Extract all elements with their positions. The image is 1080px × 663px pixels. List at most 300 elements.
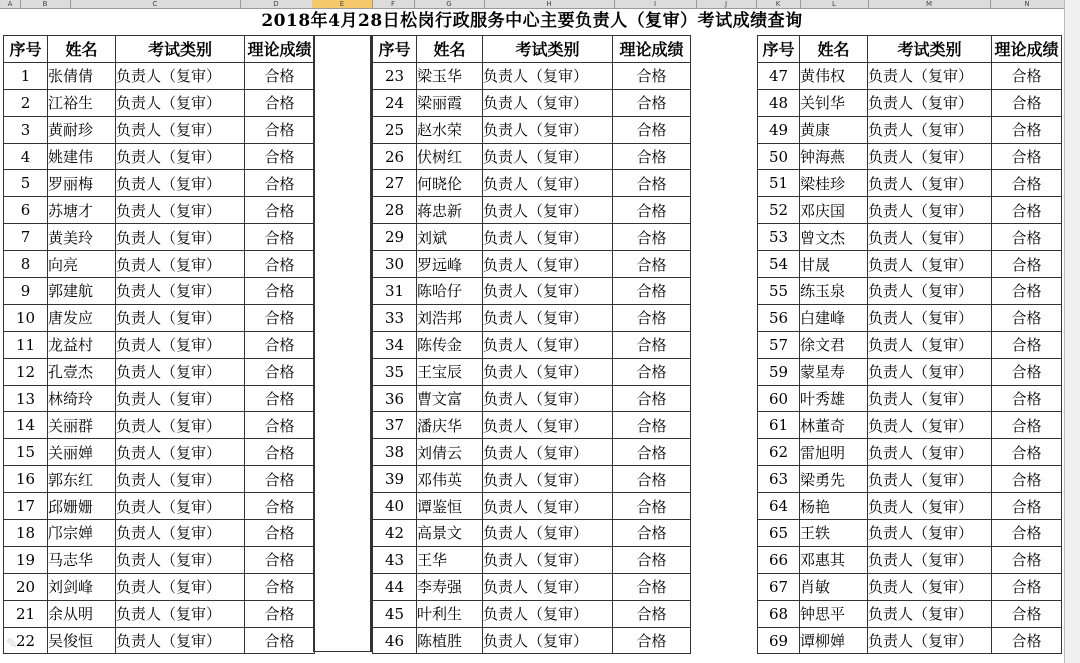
cell-no[interactable]: 26: [373, 143, 417, 170]
cell-score[interactable]: 合格: [613, 385, 691, 412]
cell-category[interactable]: 负责人（复审）: [116, 278, 245, 305]
cell-name[interactable]: 高景文: [417, 520, 483, 547]
cell-name[interactable]: 向亮: [48, 251, 116, 278]
cell-score[interactable]: 合格: [245, 62, 315, 89]
cell-category[interactable]: 负责人（复审）: [868, 224, 992, 251]
cell-name[interactable]: 孔壹杰: [48, 358, 116, 385]
cell-category[interactable]: 负责人（复审）: [483, 600, 613, 627]
cell-no[interactable]: 54: [758, 251, 800, 278]
cell-score[interactable]: 合格: [992, 278, 1062, 305]
cell-score[interactable]: 合格: [245, 116, 315, 143]
cell-no[interactable]: 39: [373, 466, 417, 493]
cell-score[interactable]: 合格: [992, 385, 1062, 412]
cell-category[interactable]: 负责人（复审）: [868, 600, 992, 627]
cell-no[interactable]: 3: [4, 116, 48, 143]
cell-category[interactable]: 负责人（复审）: [116, 224, 245, 251]
cell-name[interactable]: 徐文君: [800, 331, 868, 358]
table-row: [373, 331, 691, 358]
cell-score[interactable]: 合格: [992, 627, 1062, 654]
cell-name[interactable]: 叶秀雄: [800, 385, 868, 412]
cell-score[interactable]: 合格: [245, 331, 315, 358]
cell-name[interactable]: 白建峰: [800, 304, 868, 331]
cell-name[interactable]: 关钊华: [800, 89, 868, 116]
cell-no[interactable]: 21: [4, 600, 48, 627]
cell-score[interactable]: 合格: [613, 304, 691, 331]
cell-category[interactable]: 负责人（复审）: [483, 627, 613, 654]
cell-no[interactable]: 62: [758, 439, 800, 466]
cell-no[interactable]: 13: [4, 385, 48, 412]
cell-no[interactable]: 40: [373, 493, 417, 520]
cell-name[interactable]: 吴俊恒: [48, 627, 116, 654]
cell-no[interactable]: 17: [4, 493, 48, 520]
header-category: 考试类别: [868, 36, 992, 63]
cell-score[interactable]: 合格: [613, 62, 691, 89]
cell-no[interactable]: 14: [4, 412, 48, 439]
column-letter-b[interactable]: B: [20, 0, 71, 8]
cell-name[interactable]: 罗丽梅: [48, 170, 116, 197]
cell-name[interactable]: 梁玉华: [417, 62, 483, 89]
table-row: [373, 251, 691, 278]
table-row: [373, 546, 691, 573]
cell-name[interactable]: 蒋忠新: [417, 197, 483, 224]
cell-name[interactable]: 邓伟英: [417, 466, 483, 493]
cell-category[interactable]: 负责人（复审）: [483, 62, 613, 89]
cell-no[interactable]: 16: [4, 466, 48, 493]
cell-no[interactable]: 59: [758, 358, 800, 385]
cell-category[interactable]: 负责人（复审）: [116, 62, 245, 89]
cell-category[interactable]: 负责人（复审）: [483, 116, 613, 143]
table-row: [4, 89, 315, 116]
cell-category[interactable]: 负责人（复审）: [483, 304, 613, 331]
cell-name[interactable]: 黄伟权: [800, 62, 868, 89]
cell-score[interactable]: 合格: [992, 224, 1062, 251]
selected-empty-column[interactable]: [313, 35, 372, 652]
cell-score[interactable]: 合格: [992, 197, 1062, 224]
cell-score[interactable]: 合格: [992, 170, 1062, 197]
cell-name[interactable]: 梁桂珍: [800, 170, 868, 197]
cell-category[interactable]: 负责人（复审）: [483, 412, 613, 439]
cell-name[interactable]: 梁丽霞: [417, 89, 483, 116]
cell-no[interactable]: 56: [758, 304, 800, 331]
cell-category[interactable]: 负责人（复审）: [868, 278, 992, 305]
cell-score[interactable]: 合格: [245, 493, 315, 520]
cell-no[interactable]: 48: [758, 89, 800, 116]
score-table-1: [3, 35, 315, 654]
cell-category[interactable]: 负责人（复审）: [483, 466, 613, 493]
column-letter-d[interactable]: D: [240, 0, 313, 8]
cell-score[interactable]: 合格: [992, 331, 1062, 358]
table-row: [4, 439, 315, 466]
cell-score[interactable]: 合格: [613, 520, 691, 547]
cell-no[interactable]: 64: [758, 493, 800, 520]
cell-score[interactable]: 合格: [613, 251, 691, 278]
cell-score[interactable]: 合格: [992, 412, 1062, 439]
cell-category[interactable]: 负责人（复审）: [483, 385, 613, 412]
cell-score[interactable]: 合格: [613, 358, 691, 385]
cell-score[interactable]: 合格: [613, 546, 691, 573]
cell-score[interactable]: 合格: [245, 358, 315, 385]
cell-no[interactable]: 15: [4, 439, 48, 466]
cell-name[interactable]: 黄耐珍: [48, 116, 116, 143]
cell-category[interactable]: 负责人（复审）: [116, 385, 245, 412]
cell-no[interactable]: 61: [758, 412, 800, 439]
cell-name[interactable]: 杨艳: [800, 493, 868, 520]
cell-score[interactable]: 合格: [992, 304, 1062, 331]
column-letter-c[interactable]: C: [70, 0, 241, 8]
cell-name[interactable]: 关丽群: [48, 412, 116, 439]
cell-no[interactable]: 60: [758, 385, 800, 412]
cell-no[interactable]: 11: [4, 331, 48, 358]
column-letter-i[interactable]: I: [614, 0, 697, 8]
cell-category[interactable]: 负责人（复审）: [868, 546, 992, 573]
cell-category[interactable]: 负责人（复审）: [116, 143, 245, 170]
cell-no[interactable]: 38: [373, 439, 417, 466]
cell-category[interactable]: 负责人（复审）: [483, 358, 613, 385]
cell-name[interactable]: 赵水荣: [417, 116, 483, 143]
cell-no[interactable]: 42: [373, 520, 417, 547]
cell-score[interactable]: 合格: [992, 439, 1062, 466]
cell-name[interactable]: 黄美玲: [48, 224, 116, 251]
cell-category[interactable]: 负责人（复审）: [483, 439, 613, 466]
cell-name[interactable]: 龙益村: [48, 331, 116, 358]
cell-category[interactable]: 负责人（复审）: [483, 251, 613, 278]
column-letter-e[interactable]: E: [312, 0, 373, 8]
cell-score[interactable]: 合格: [245, 520, 315, 547]
column-letter-h[interactable]: H: [484, 0, 615, 8]
cell-name[interactable]: 肖敏: [800, 573, 868, 600]
cell-no[interactable]: 6: [4, 197, 48, 224]
cell-no[interactable]: 30: [373, 251, 417, 278]
cell-category[interactable]: 负责人（复审）: [868, 62, 992, 89]
cell-score[interactable]: 合格: [613, 412, 691, 439]
cell-score[interactable]: 合格: [613, 224, 691, 251]
cell-category[interactable]: 负责人（复审）: [483, 143, 613, 170]
cell-score[interactable]: 合格: [613, 493, 691, 520]
cell-no[interactable]: 5: [4, 170, 48, 197]
table-row: [758, 466, 1062, 493]
cell-category[interactable]: 负责人（复审）: [868, 197, 992, 224]
cell-category[interactable]: 负责人（复审）: [483, 520, 613, 547]
cell-score[interactable]: 合格: [613, 466, 691, 493]
cell-name[interactable]: 王华: [417, 546, 483, 573]
cell-name[interactable]: 郭建航: [48, 278, 116, 305]
cell-name[interactable]: 余从明: [48, 600, 116, 627]
cell-name[interactable]: 何晓伦: [417, 170, 483, 197]
cell-score[interactable]: 合格: [613, 197, 691, 224]
cell-no[interactable]: 68: [758, 600, 800, 627]
cell-name[interactable]: 钟海燕: [800, 143, 868, 170]
cell-name[interactable]: 郭东红: [48, 466, 116, 493]
cell-name[interactable]: 谭柳婵: [800, 627, 868, 654]
cell-no[interactable]: 35: [373, 358, 417, 385]
cell-score[interactable]: 合格: [613, 170, 691, 197]
cell-score[interactable]: 合格: [245, 385, 315, 412]
cell-category[interactable]: 负责人（复审）: [116, 304, 245, 331]
cell-name[interactable]: 雷旭明: [800, 439, 868, 466]
cell-score[interactable]: 合格: [245, 304, 315, 331]
cell-score[interactable]: 合格: [992, 358, 1062, 385]
cell-name[interactable]: 林董奇: [800, 412, 868, 439]
cell-score[interactable]: 合格: [992, 89, 1062, 116]
column-letter-k[interactable]: K: [756, 0, 801, 8]
column-letter-a[interactable]: A: [0, 0, 21, 8]
cell-no[interactable]: 44: [373, 573, 417, 600]
cell-no[interactable]: 65: [758, 520, 800, 547]
cell-no[interactable]: 20: [4, 573, 48, 600]
cell-score[interactable]: 合格: [992, 116, 1062, 143]
cell-category[interactable]: 负责人（复审）: [116, 493, 245, 520]
cell-no[interactable]: 34: [373, 331, 417, 358]
cell-score[interactable]: 合格: [245, 546, 315, 573]
cell-category[interactable]: 负责人（复审）: [116, 170, 245, 197]
cell-score[interactable]: 合格: [613, 573, 691, 600]
cell-category[interactable]: 负责人（复审）: [116, 116, 245, 143]
cell-no[interactable]: 69: [758, 627, 800, 654]
cell-name[interactable]: 张倩倩: [48, 62, 116, 89]
cell-category[interactable]: 负责人（复审）: [868, 251, 992, 278]
cell-name[interactable]: 关丽婵: [48, 439, 116, 466]
cell-no[interactable]: 37: [373, 412, 417, 439]
cell-category[interactable]: 负责人（复审）: [868, 385, 992, 412]
cell-name[interactable]: 蒙星寿: [800, 358, 868, 385]
cell-name[interactable]: 马志华: [48, 546, 116, 573]
cell-category[interactable]: 负责人（复审）: [868, 466, 992, 493]
cell-name[interactable]: 王宝辰: [417, 358, 483, 385]
cell-name[interactable]: 曹文富: [417, 385, 483, 412]
cell-no[interactable]: 53: [758, 224, 800, 251]
cell-category[interactable]: 负责人（复审）: [483, 573, 613, 600]
column-letter-j[interactable]: J: [696, 0, 757, 8]
cell-name[interactable]: 邱姗姗: [48, 493, 116, 520]
cell-name[interactable]: 邝宗婵: [48, 520, 116, 547]
cell-score[interactable]: 合格: [992, 466, 1062, 493]
cell-score[interactable]: 合格: [613, 89, 691, 116]
cell-category[interactable]: 负责人（复审）: [483, 493, 613, 520]
cell-category[interactable]: 负责人（复审）: [483, 170, 613, 197]
cell-no[interactable]: 10: [4, 304, 48, 331]
cell-no[interactable]: 7: [4, 224, 48, 251]
cell-category[interactable]: 负责人（复审）: [116, 573, 245, 600]
cell-name[interactable]: 林绮玲: [48, 385, 116, 412]
table-row: [758, 412, 1062, 439]
cell-category[interactable]: 负责人（复审）: [868, 439, 992, 466]
cell-name[interactable]: 王轶: [800, 520, 868, 547]
cell-no[interactable]: 66: [758, 546, 800, 573]
cell-name[interactable]: 陈传金: [417, 331, 483, 358]
column-letter-l[interactable]: L: [800, 0, 869, 8]
table-row: [373, 116, 691, 143]
column-letter-g[interactable]: G: [414, 0, 485, 8]
cell-name[interactable]: 练玉泉: [800, 278, 868, 305]
cell-score[interactable]: 合格: [245, 466, 315, 493]
cell-category[interactable]: 负责人（复审）: [483, 197, 613, 224]
cell-name[interactable]: 梁勇先: [800, 466, 868, 493]
cell-score[interactable]: 合格: [992, 546, 1062, 573]
cell-score[interactable]: 合格: [992, 143, 1062, 170]
cell-no[interactable]: 1: [4, 62, 48, 89]
cell-score[interactable]: 合格: [613, 116, 691, 143]
cell-name[interactable]: 邓惠其: [800, 546, 868, 573]
header-name: 姓名: [800, 36, 868, 63]
cell-category[interactable]: 负责人（复审）: [868, 627, 992, 654]
column-letter-n[interactable]: N: [990, 0, 1065, 8]
table-row: [4, 143, 315, 170]
cell-category[interactable]: 负责人（复审）: [868, 304, 992, 331]
cell-no[interactable]: 45: [373, 600, 417, 627]
cell-no[interactable]: 2: [4, 89, 48, 116]
cell-name[interactable]: 刘倩云: [417, 439, 483, 466]
cell-category[interactable]: 负责人（复审）: [868, 573, 992, 600]
cell-category[interactable]: 负责人（复审）: [483, 546, 613, 573]
cell-no[interactable]: 50: [758, 143, 800, 170]
cell-name[interactable]: 黄康: [800, 116, 868, 143]
cell-category[interactable]: 负责人（复审）: [868, 358, 992, 385]
cell-score[interactable]: 合格: [245, 439, 315, 466]
cell-no[interactable]: 18: [4, 520, 48, 547]
cell-category[interactable]: 负责人（复审）: [483, 331, 613, 358]
cell-score[interactable]: 合格: [992, 573, 1062, 600]
cell-name[interactable]: 刘浩邦: [417, 304, 483, 331]
cell-category[interactable]: 负责人（复审）: [868, 116, 992, 143]
cell-score[interactable]: 合格: [992, 251, 1062, 278]
cell-category[interactable]: 负责人（复审）: [116, 251, 245, 278]
cell-name[interactable]: 姚建伟: [48, 143, 116, 170]
cell-category[interactable]: 负责人（复审）: [116, 439, 245, 466]
cell-score[interactable]: 合格: [992, 600, 1062, 627]
cell-no[interactable]: 47: [758, 62, 800, 89]
cell-name[interactable]: 钟思平: [800, 600, 868, 627]
cell-no[interactable]: 43: [373, 546, 417, 573]
cell-no[interactable]: 57: [758, 331, 800, 358]
cell-score[interactable]: 合格: [613, 278, 691, 305]
cell-category[interactable]: 负责人（复审）: [868, 170, 992, 197]
table-row: [758, 385, 1062, 412]
cell-no[interactable]: 28: [373, 197, 417, 224]
cell-score[interactable]: 合格: [245, 251, 315, 278]
cell-no[interactable]: 31: [373, 278, 417, 305]
cell-category[interactable]: 负责人（复审）: [483, 89, 613, 116]
cell-category[interactable]: 负责人（复审）: [116, 331, 245, 358]
cell-category[interactable]: 负责人（复审）: [116, 412, 245, 439]
cell-no[interactable]: 24: [373, 89, 417, 116]
cell-no[interactable]: 27: [373, 170, 417, 197]
cell-name[interactable]: 罗远峰: [417, 251, 483, 278]
cell-score[interactable]: 合格: [245, 627, 315, 654]
cell-category[interactable]: 负责人（复审）: [483, 278, 613, 305]
cell-no[interactable]: 29: [373, 224, 417, 251]
cell-no[interactable]: 25: [373, 116, 417, 143]
cell-category[interactable]: 负责人（复审）: [116, 197, 245, 224]
cell-no[interactable]: 23: [373, 62, 417, 89]
cell-category[interactable]: 负责人（复审）: [116, 466, 245, 493]
cell-no[interactable]: 4: [4, 143, 48, 170]
cell-score[interactable]: 合格: [245, 573, 315, 600]
cell-no[interactable]: 63: [758, 466, 800, 493]
cell-no[interactable]: 49: [758, 116, 800, 143]
cell-score[interactable]: 合格: [992, 493, 1062, 520]
cell-name[interactable]: 唐发应: [48, 304, 116, 331]
column-letter-m[interactable]: M: [868, 0, 991, 8]
cell-name[interactable]: 伏树红: [417, 143, 483, 170]
cell-no[interactable]: 55: [758, 278, 800, 305]
table-row: [758, 573, 1062, 600]
cell-no[interactable]: 46: [373, 627, 417, 654]
cell-name[interactable]: 甘晟: [800, 251, 868, 278]
header-category: 考试类别: [483, 36, 613, 63]
cell-score[interactable]: 合格: [613, 143, 691, 170]
cell-no[interactable]: 8: [4, 251, 48, 278]
cell-score[interactable]: 合格: [245, 197, 315, 224]
cell-name[interactable]: 叶利生: [417, 600, 483, 627]
table-row: [373, 170, 691, 197]
cell-no[interactable]: 9: [4, 278, 48, 305]
cell-score[interactable]: 合格: [613, 600, 691, 627]
header-no: 序号: [758, 36, 800, 63]
cell-category[interactable]: 负责人（复审）: [116, 546, 245, 573]
cell-name[interactable]: 江裕生: [48, 89, 116, 116]
table-row: [373, 278, 691, 305]
cell-no[interactable]: 12: [4, 358, 48, 385]
cell-category[interactable]: 负责人（复审）: [868, 493, 992, 520]
cell-no[interactable]: 33: [373, 304, 417, 331]
cell-no[interactable]: 51: [758, 170, 800, 197]
cell-name[interactable]: 苏塘才: [48, 197, 116, 224]
cell-no[interactable]: 67: [758, 573, 800, 600]
cell-no[interactable]: 22: [4, 627, 48, 654]
cell-score[interactable]: 合格: [245, 278, 315, 305]
cell-name[interactable]: 李寿强: [417, 573, 483, 600]
cell-score[interactable]: 合格: [245, 170, 315, 197]
cell-category[interactable]: 负责人（复审）: [868, 89, 992, 116]
cell-name[interactable]: 邓庆国: [800, 197, 868, 224]
cell-score[interactable]: 合格: [992, 520, 1062, 547]
cell-score[interactable]: 合格: [245, 412, 315, 439]
table-row: [4, 546, 315, 573]
cell-score[interactable]: 合格: [245, 600, 315, 627]
cell-category[interactable]: 负责人（复审）: [116, 520, 245, 547]
cell-score[interactable]: 合格: [613, 439, 691, 466]
table-row: [4, 358, 315, 385]
cell-no[interactable]: 19: [4, 546, 48, 573]
cell-no[interactable]: 36: [373, 385, 417, 412]
cell-score[interactable]: 合格: [245, 143, 315, 170]
cell-name[interactable]: 曾文杰: [800, 224, 868, 251]
cell-score[interactable]: 合格: [245, 89, 315, 116]
cell-name[interactable]: 陈哈仔: [417, 278, 483, 305]
cell-category[interactable]: 负责人（复审）: [868, 331, 992, 358]
cell-category[interactable]: 负责人（复审）: [868, 143, 992, 170]
cell-name[interactable]: 刘斌: [417, 224, 483, 251]
cell-category[interactable]: 负责人（复审）: [116, 600, 245, 627]
cell-category[interactable]: 负责人（复审）: [868, 520, 992, 547]
cell-name[interactable]: 陈植胜: [417, 627, 483, 654]
cell-category[interactable]: 负责人（复审）: [116, 358, 245, 385]
column-letter-f[interactable]: F: [372, 0, 415, 8]
cell-category[interactable]: 负责人（复审）: [868, 412, 992, 439]
cell-score[interactable]: 合格: [992, 62, 1062, 89]
cell-score[interactable]: 合格: [613, 331, 691, 358]
cell-no[interactable]: 52: [758, 197, 800, 224]
cell-name[interactable]: 刘剑峰: [48, 573, 116, 600]
cell-name[interactable]: 谭鉴恒: [417, 493, 483, 520]
cell-score[interactable]: 合格: [613, 627, 691, 654]
cell-score[interactable]: 合格: [245, 224, 315, 251]
vertical-scrollbar[interactable]: [1064, 0, 1080, 663]
cell-category[interactable]: 负责人（复审）: [116, 627, 245, 654]
cell-name[interactable]: 潘庆华: [417, 412, 483, 439]
cell-category[interactable]: 负责人（复审）: [116, 89, 245, 116]
cell-category[interactable]: 负责人（复审）: [483, 224, 613, 251]
